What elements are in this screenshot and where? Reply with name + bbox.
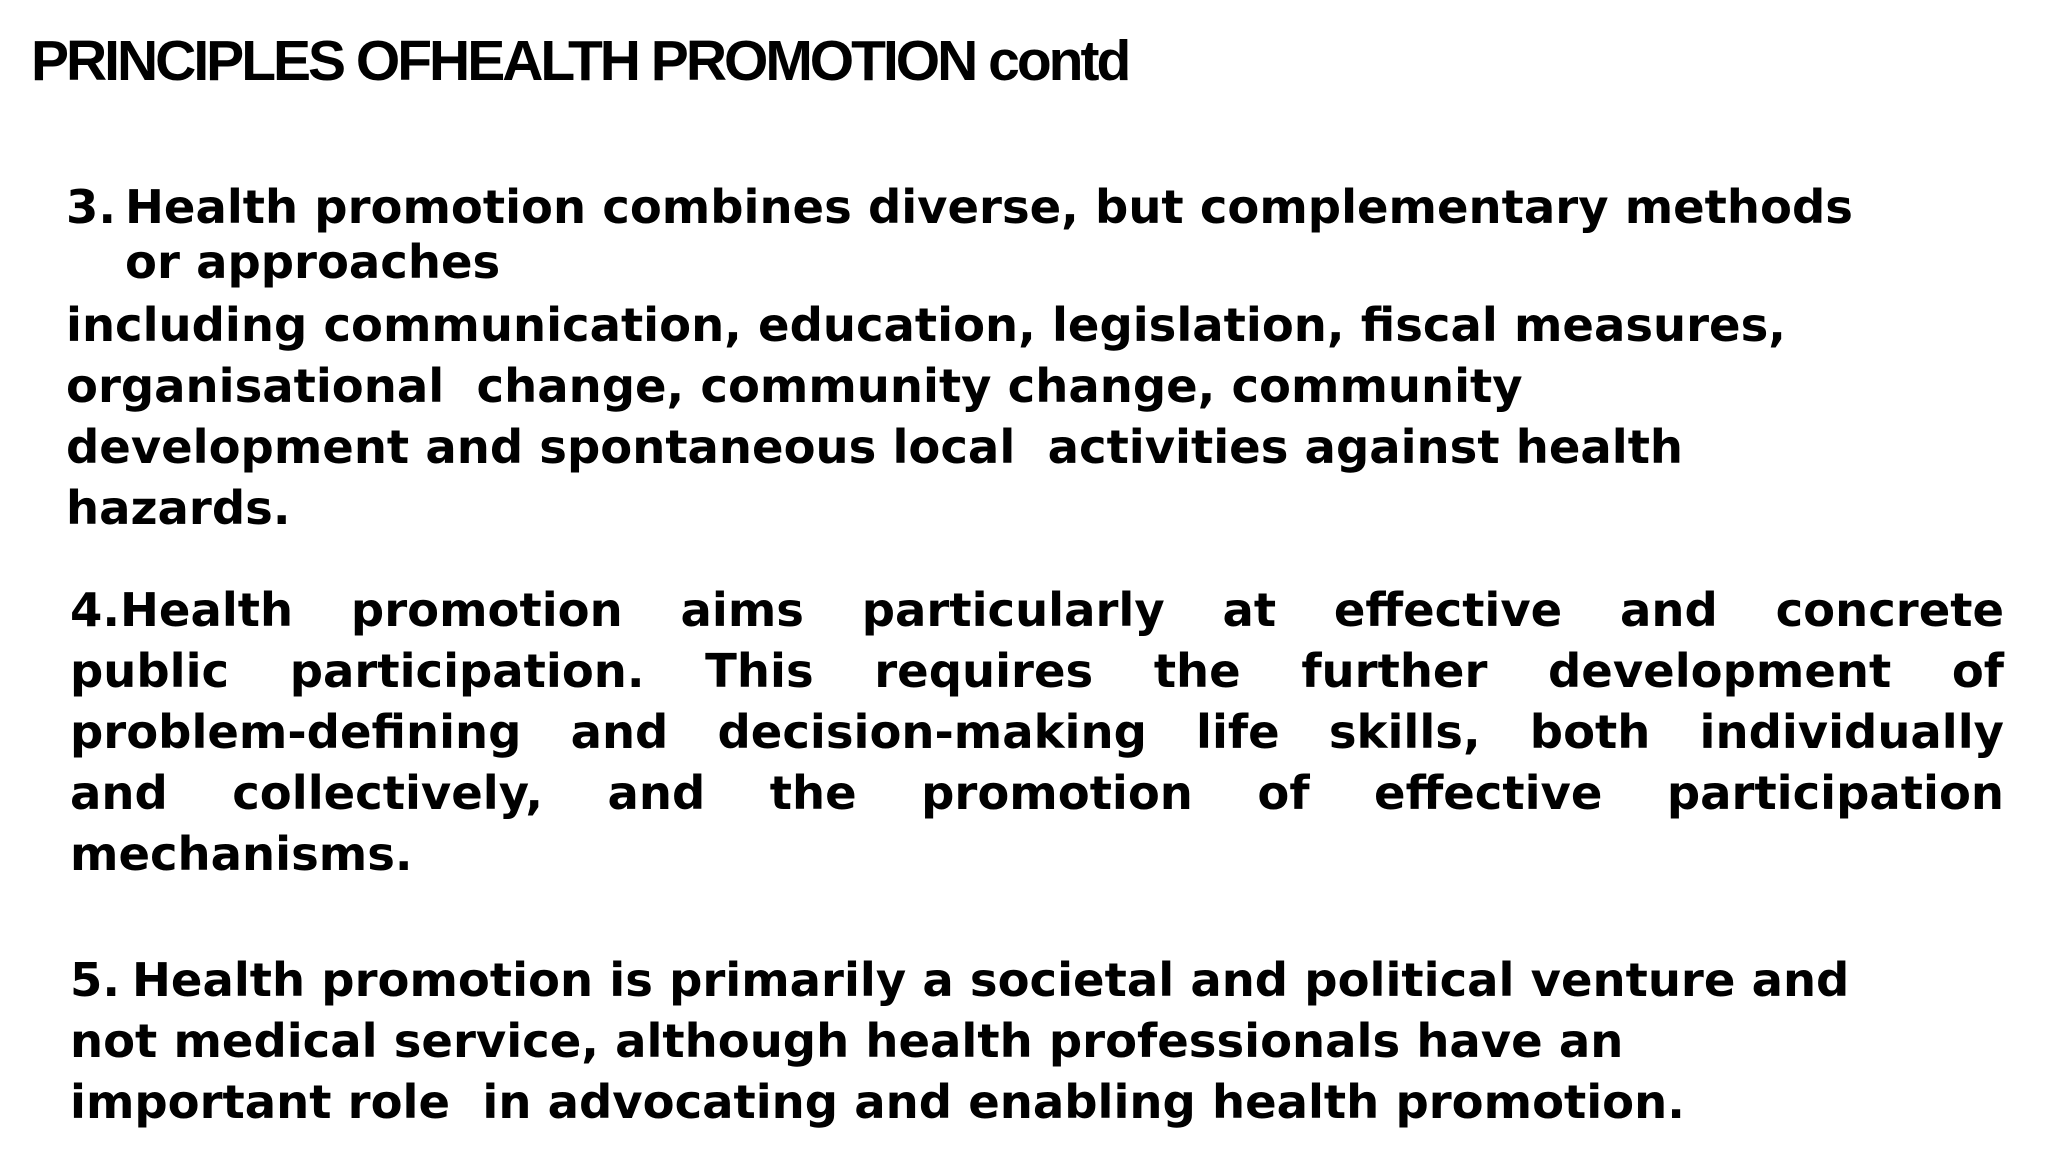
point-3-line: organisational change, community change, community: [66, 359, 1523, 413]
slide-title: PRINCIPLES OFHEALTH PROMOTION contd: [31, 29, 1129, 93]
point-4-line: and collectively, and the promotion of effective participation: [70, 766, 2004, 820]
point-5-line: not medical service, although health professionals have an: [70, 1014, 1624, 1068]
point-4-line: mechanisms.: [70, 827, 413, 881]
point-3-number: 3.: [66, 180, 117, 234]
point-3-lead-continuation: or approaches: [125, 235, 501, 289]
point-3-line: development and spontaneous local activities against health: [66, 420, 1684, 474]
point-3-lead-line: [66, 177, 2006, 238]
point-4-line: 4.Health promotion aims particularly at effective and concrete: [70, 583, 2004, 637]
point-4-line: problem-defining and decision-making life skills, both individually: [70, 705, 2004, 759]
point-3-lead: Health promotion combines diverse, but complementary methods: [125, 180, 1853, 234]
point-5-number: 5.: [70, 953, 121, 1007]
point-3-line: including communication, education, legislation, fiscal measures,: [66, 298, 1786, 352]
point-5-lead-line: [70, 950, 2010, 1011]
point-5-lead: Health promotion is primarily a societal and political venture and: [132, 953, 1850, 1007]
point-4-body: [70, 580, 2004, 885]
point-4-line: public participation. This requires the further development of: [70, 644, 2004, 698]
point-5-line: important role in advocating and enabling health promotion.: [70, 1075, 1685, 1129]
point-3-line: hazards.: [66, 481, 291, 535]
point-5-body: [70, 950, 2010, 1133]
point-3-body: [66, 295, 2006, 539]
